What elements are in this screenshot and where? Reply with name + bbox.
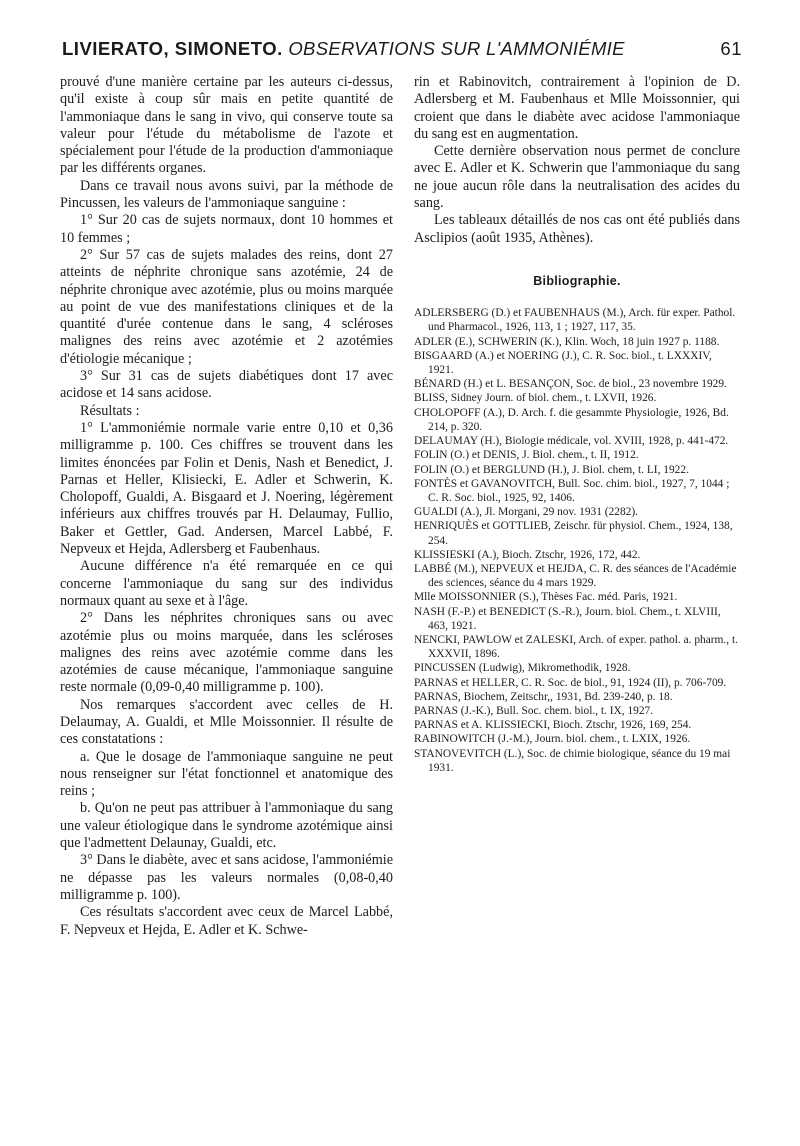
- bibliography-entry: PINCUSSEN (Ludwig), Mikromethodik, 1928.: [414, 662, 631, 675]
- paragraph: Ces résultats s'accordent avec ceux de Marcel Labbé, F. Nepveux et Hejda, E. Adler et K. Schwe-: [60, 904, 393, 938]
- bibliography-entry: DELAUMAY (H.), Biologie médicale, vol. XVIII, 1928, p. 441-472.: [414, 435, 729, 448]
- bibliography-entry: BLISS, Sidney Journ. of biol. chem., t. LXVII, 1926.: [414, 392, 657, 405]
- bibliography-entry: GUALDI (A.), Jl. Morgani, 29 nov. 1931 (2282).: [414, 506, 638, 519]
- right-column: [414, 74, 740, 775]
- paragraph: 3° Sur 31 cas de sujets diabétiques dont 17 avec acidose et 14 sans acidose.: [60, 368, 393, 402]
- running-header: [62, 38, 742, 64]
- bibliography-entry: PARNAS et HELLER, C. R. Soc. de biol., 91, 1924 (II), p. 706-709.: [414, 676, 727, 689]
- bibliography-entry: ADLERSBERG (D.) et FAUBENHAUS (M.), Arch. für exper. Pathol. und Pharmacol., 1926, 113, 1 ; 1927, 117, 35.: [414, 307, 736, 334]
- bibliography-heading: Bibliographie.: [533, 273, 621, 288]
- paragraph: 2° Sur 57 cas de sujets malades des reins, dont 27 atteints de néphrite chronique sans azotémie, 24 de néphrite chronique avec azotémie, plus ou moins marquée au point de vue des manifestations cliniques et de la quantité d'urée contenue dans le sang, 4 scléroses malignes des reins avec azotémie et 2 azotémies d'étiologie mécanique ;: [60, 246, 393, 367]
- bibliography-entry: PARNAS (J.-K.), Bull. Soc. chem. biol., t. IX, 1927.: [414, 704, 654, 717]
- bibliography-list: [414, 306, 740, 775]
- paragraph: 1° L'ammoniémie normale varie entre 0,10 et 0,36 milligramme p. 100. Ces chiffres se trouvent dans les limites énoncées par Folin et Denis, Nash et Benedict, J. Parnas et Heller, Klisiecki, E. Adler et Schwerin, K. Cholopoff, Gualdi, A. Bisgaard et J. Noering, légèrement inférieurs aux chiffres trouvés par H. Delaumay, Fullio, Baker et Gettler, Gad. Andersen, Marcel Labbé, F. Nepveux et Hejda, Adlersberg et Faubenhaus.: [60, 419, 393, 558]
- paragraph: rin et Rabinovitch, contrairement à l'opinion de D. Adlersberg et M. Faubenhaus et Mlle Moissonnier, qui croient que dans le diabète avec acidose l'ammoniaque du sang est en augmentation.: [414, 74, 740, 142]
- paragraph: 3° Dans le diabète, avec et sans acidose, l'ammoniémie ne dépasse pas les valeurs normales (0,08-0,40 milligramme p. 100).: [60, 852, 393, 903]
- bibliography-entry: HENRIQUÈS et GOTTLIEB, Zeischr. für physiol. Chem., 1924, 138, 254.: [414, 520, 733, 547]
- bibliography-entry: LABBÉ (M.), NEPVEUX et HEJDA, C. R. des séances de l'Académie des sciences, séance du 4 mars 1929.: [414, 562, 737, 590]
- bibliography-entry: RABINOWITCH (J.-M.), Journ. biol. chem., t. LXIX, 1926.: [414, 733, 691, 746]
- paragraph: 1° Sur 20 cas de sujets normaux, dont 10 hommes et 10 femmes ;: [60, 212, 393, 246]
- paragraph: prouvé d'une manière certaine par les auteurs ci-dessus, qu'il existe à coup sûr mais en petite quantité de l'ammoniaque dans le sang in vivo, qui conserve toute sa valeur pour l'étude du métabolisme de l'azote et spécialement pour l'étude de la production d'ammoniaque par les différents organes.: [60, 74, 393, 177]
- header-authors: LIVIERATO, SIMONETO.: [62, 38, 283, 59]
- paragraph: Aucune différence n'a été remarquée en ce qui concerne l'ammoniaque du sang sur des individus normaux quant au sexe et à l'âge.: [60, 558, 393, 609]
- bibliography-entry: FONTÈS et GAVANOVITCH, Bull. Soc. chim. biol., 1927, 7, 1044 ; C. R. Soc. biol., 1925, 92, 1406.: [414, 477, 730, 504]
- bibliography-entry: FOLIN (O.) et DENIS, J. Biol. chem., t. II, 1912.: [414, 449, 639, 462]
- paragraph: Dans ce travail nous avons suivi, par la méthode de Pincussen, les valeurs de l'ammoniaque sanguine :: [60, 177, 393, 212]
- bibliography-entry: KLISSIESKI (A.), Bioch. Ztschr, 1926, 172, 442.: [414, 548, 641, 561]
- left-column: [60, 74, 393, 939]
- paragraph: Les tableaux détaillés de nos cas ont été publiés dans Asclipios (août 1935, Athènes).: [414, 212, 740, 246]
- paragraph: 2° Dans les néphrites chroniques sans ou avec azotémie plus ou moins marquée, dans les scléroses malignes des reins avec azotémie comme dans les azotémies de cause mécanique, l'ammoniaque sanguine reste normale (0,09-0,40 milligramme p. 100).: [60, 610, 393, 696]
- paragraph: Résultats :: [80, 402, 140, 419]
- bibliography-entry: BISGAARD (A.) et NOERING (J.), C. R. Soc. biol., t. LXXXIV, 1921.: [414, 349, 712, 377]
- header-title: OBSERVATIONS SUR L'AMMONIÉMIE: [288, 38, 625, 59]
- bibliography-entry: FOLIN (O.) et BERGLUND (H.), J. Biol. chem, t. LI, 1922.: [414, 463, 689, 476]
- paragraph: a. Que le dosage de l'ammoniaque sanguine ne peut nous renseigner sur l'état fonctionnel et anatomique des reins ;: [60, 748, 393, 800]
- bibliography-entry: BÉNARD (H.) et L. BESANÇON, Soc. de biol., 23 novembre 1929.: [414, 378, 727, 391]
- bibliography-entry: ADLER (E.), SCHWERIN (K.), Klin. Woch, 18 juin 1927 p. 1188.: [414, 335, 720, 348]
- paragraph: Cette dernière observation nous permet de conclure avec E. Adler et K. Schwerin que l'ammoniaque du sang ne joue aucun rôle dans la neutralisation des acides du sang.: [414, 143, 740, 212]
- bibliography-entry: PARNAS et A. KLISSIECKI, Bioch. Ztschr, 1926, 169, 254.: [414, 719, 692, 732]
- page-number: 61: [720, 38, 742, 59]
- bibliography-entry: PARNAS, Biochem, Zeitschr,, 1931, Bd. 239-240, p. 18.: [414, 690, 673, 703]
- paragraph: b. Qu'on ne peut pas attribuer à l'ammoniaque du sang une valeur étiologique dans le syndrome azotémique ainsi que l'admettent Delaunay, Gualdi, etc.: [60, 800, 393, 852]
- bibliography-entry: CHOLOPOFF (A.), D. Arch. f. die gesammte Physiologie, 1926, Bd. 214, p. 320.: [414, 406, 729, 433]
- bibliography-entry: STANOVEVITCH (L.), Soc. de chimie biologique, séance du 19 mai 1931.: [414, 747, 731, 774]
- bibliography-entry: NENCKI, PAWLOW et ZALESKI, Arch. of exper. pathol. a. pharm., t. XXXVII, 1896.: [414, 633, 738, 661]
- paragraph: Nos remarques s'accordent avec celles de H. Delaumay, A. Gualdi, et Mlle Moissonnier. Il résulte de ces constatations :: [60, 696, 393, 748]
- bibliography-entry: Mlle MOISSONNIER (S.), Thèses Fac. méd. Paris, 1921.: [414, 591, 678, 604]
- bibliography-entry: NASH (F.-P.) et BENEDICT (S.-R.), Journ. biol. Chem., t. XLVIII, 463, 1921.: [414, 605, 721, 632]
